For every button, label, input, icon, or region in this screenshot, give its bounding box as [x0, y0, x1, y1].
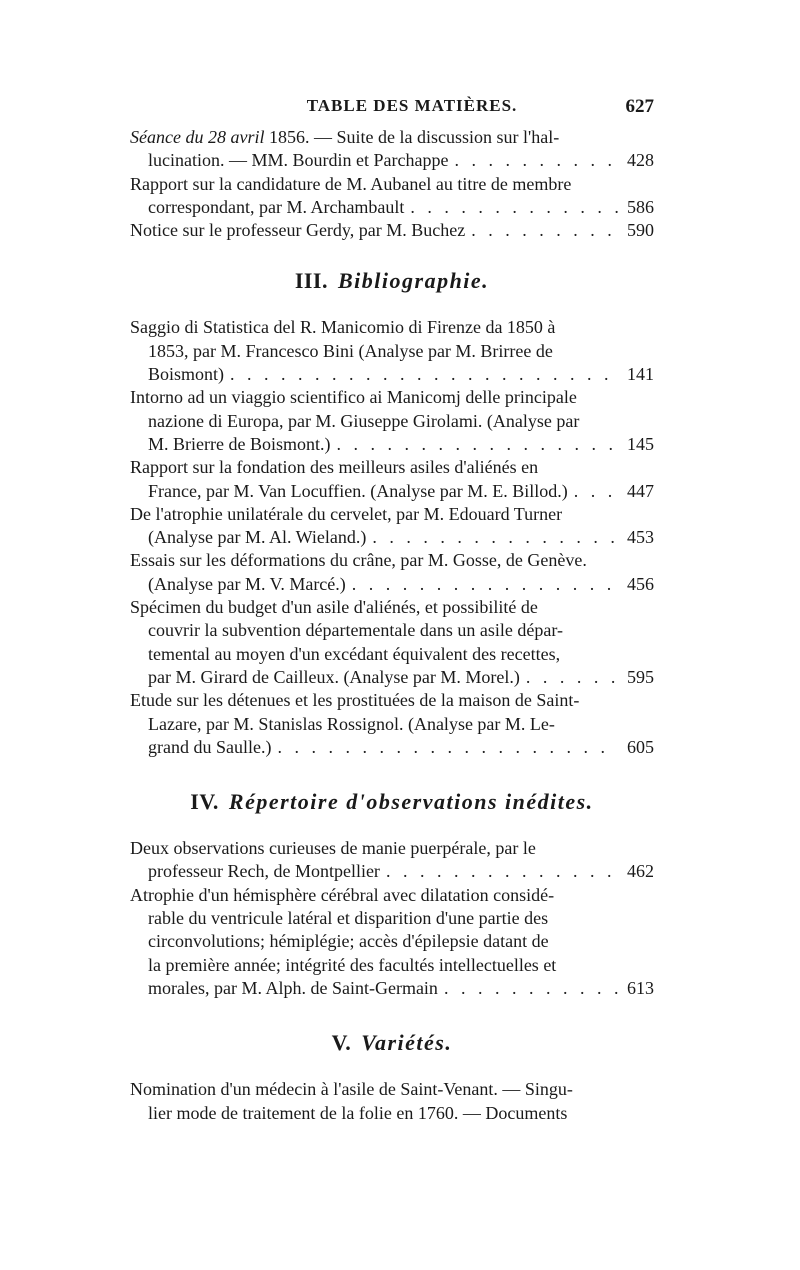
entry-line: Saggio di Statistica del R. Manicomio di Firenze da 1850 à	[130, 317, 556, 338]
toc-entry	[130, 1078, 654, 1125]
toc-entry	[130, 456, 654, 503]
entry-text: Boismont)	[148, 364, 225, 385]
entry-line: rable du ventricule latéral et disparition d'une partie des	[148, 908, 549, 929]
entry-text: grand du Saulle.)	[148, 736, 272, 757]
entry-text: (Analyse par M. V. Marcé.)	[148, 573, 346, 594]
block-4	[130, 837, 654, 1000]
leader-dots	[386, 860, 618, 883]
entry-page-number: 145	[627, 433, 654, 454]
leader-dots	[444, 977, 618, 1000]
entry-page-number: 595	[627, 666, 654, 687]
section-name: Bibliographie.	[338, 268, 490, 294]
entry-text: M. Brierre de Boismont.)	[148, 433, 331, 454]
toc-entry	[130, 503, 654, 550]
toc-entry	[130, 884, 654, 1000]
section-name: Répertoire d'observations inédites.	[228, 789, 594, 815]
leader-dots	[336, 433, 618, 456]
entry-line: la première année; intégrité des facultés intellectuelles et	[148, 954, 557, 975]
entry-last-line	[130, 219, 654, 242]
entry-line: 1853, par M. Francesco Bini (Analyse par M. Brirree de	[148, 340, 553, 361]
entry-line: Atrophie d'un hémisphère cérébral avec dilatation considé-	[130, 884, 555, 905]
leader-dots	[372, 526, 618, 549]
toc-entry	[130, 689, 654, 759]
entry-last-line	[130, 860, 654, 883]
section-heading-repertoire	[130, 789, 654, 815]
leader-dots	[454, 149, 618, 172]
block-1	[130, 126, 654, 242]
running-title: TABLE DES MATIÈRES.	[306, 96, 518, 115]
entry-page-number: 590	[627, 220, 654, 241]
entry-last-line	[130, 480, 654, 503]
entry-line: nazione di Europa, par M. Giuseppe Girolami. (Analyse par	[148, 410, 580, 431]
entry-line: Rapport sur la candidature de M. Aubanel au titre de membre	[130, 173, 572, 194]
toc-entry	[130, 596, 654, 689]
leader-dots	[230, 363, 618, 386]
entry-line: Etude sur les détenues et les prostituées de la maison de Saint-	[130, 690, 580, 711]
entry-last-line	[130, 526, 654, 549]
entry-page-number: 605	[627, 736, 654, 757]
leader-dots	[277, 736, 618, 759]
leader-dots	[526, 666, 618, 689]
entry-line: Spécimen du budget d'un asile d'aliénés, et possibilité de	[130, 597, 538, 618]
entry-text: par M. Girard de Cailleux. (Analyse par M. Morel.)	[148, 666, 520, 687]
toc-entry	[130, 549, 654, 596]
entry-last-line	[130, 149, 654, 172]
toc-entry	[130, 386, 654, 456]
page-number: 627	[625, 96, 654, 117]
leader-dots	[471, 219, 618, 242]
entry-page-number: 428	[627, 150, 654, 171]
entry-page-number: 447	[627, 480, 654, 501]
toc-entry	[130, 219, 654, 242]
entry-last-line	[130, 977, 654, 1000]
section-heading-bibliographie	[130, 268, 654, 294]
toc-entry	[130, 837, 654, 884]
running-head	[130, 96, 654, 126]
entry-page-number: 453	[627, 527, 654, 548]
entry-line: Rapport sur la fondation des meilleurs asiles d'aliénés en	[130, 457, 539, 478]
entry-line: temental au moyen d'un excédant équivalent des recettes,	[148, 643, 561, 664]
entry-last-line	[130, 433, 654, 456]
section-roman: IV.	[190, 789, 219, 815]
leader-dots	[352, 573, 618, 596]
entry-line: De l'atrophie unilatérale du cervelet, par M. Edouard Turner	[130, 503, 563, 524]
entry-page-number: 613	[627, 977, 654, 998]
entry-text: (Analyse par M. Al. Wieland.)	[148, 527, 367, 548]
section-roman: III.	[294, 268, 328, 294]
leader-dots	[574, 480, 618, 503]
entry-page-number: 462	[627, 861, 654, 882]
entry-text: Notice sur le professeur Gerdy, par M. Buchez	[130, 220, 466, 241]
entry-last-line	[130, 573, 654, 596]
entry-text: lucination. — MM. Bourdin et Parchappe	[148, 150, 449, 171]
page	[130, 96, 654, 1125]
entry-text: correspondant, par M. Archambault	[148, 196, 405, 217]
toc-entry	[130, 316, 654, 386]
block-3	[130, 316, 654, 759]
entry-line: Essais sur les déformations du crâne, par M. Gosse, de Genève.	[130, 550, 587, 571]
toc-entry	[130, 173, 654, 220]
entry-line: Deux observations curieuses de manie puerpérale, par le	[130, 838, 536, 859]
entry-text: professeur Rech, de Montpellier	[148, 861, 380, 882]
entry-line: lier mode de traitement de la folie en 1760. — Documents	[148, 1102, 568, 1123]
entry-line: Intorno ad un viaggio scientifico ai Manicomj delle principale	[130, 387, 577, 408]
entry-last-line	[130, 736, 654, 759]
section-heading-varietes	[130, 1030, 654, 1056]
entry-line: circonvolutions; hémiplégie; accès d'épilepsie datant de	[148, 931, 549, 952]
entry-line: Séance du 28 avril 1856. — Suite de la discussion sur l'hal-	[130, 127, 560, 147]
entry-page-number: 586	[627, 196, 654, 217]
entry-page-number: 456	[627, 573, 654, 594]
section-name: Variétés.	[361, 1030, 453, 1056]
entry-text: morales, par M. Alph. de Saint-Germain	[148, 977, 438, 998]
entry-last-line	[130, 363, 654, 386]
entry-last-line	[130, 196, 654, 219]
entry-line: Lazare, par M. Stanislas Rossignol. (Analyse par M. Le-	[148, 713, 555, 734]
toc-entry	[130, 126, 654, 173]
entry-line: Nomination d'un médecin à l'asile de Saint-Venant. — Singu-	[130, 1079, 573, 1100]
entry-page-number: 141	[627, 364, 654, 385]
entry-text: France, par M. Van Locuffien. (Analyse par M. E. Billod.)	[148, 480, 568, 501]
entry-last-line	[130, 666, 654, 689]
entry-line: couvrir la subvention départementale dans un asile dépar-	[148, 620, 563, 641]
leader-dots	[410, 196, 618, 219]
section-roman: V.	[331, 1030, 352, 1056]
